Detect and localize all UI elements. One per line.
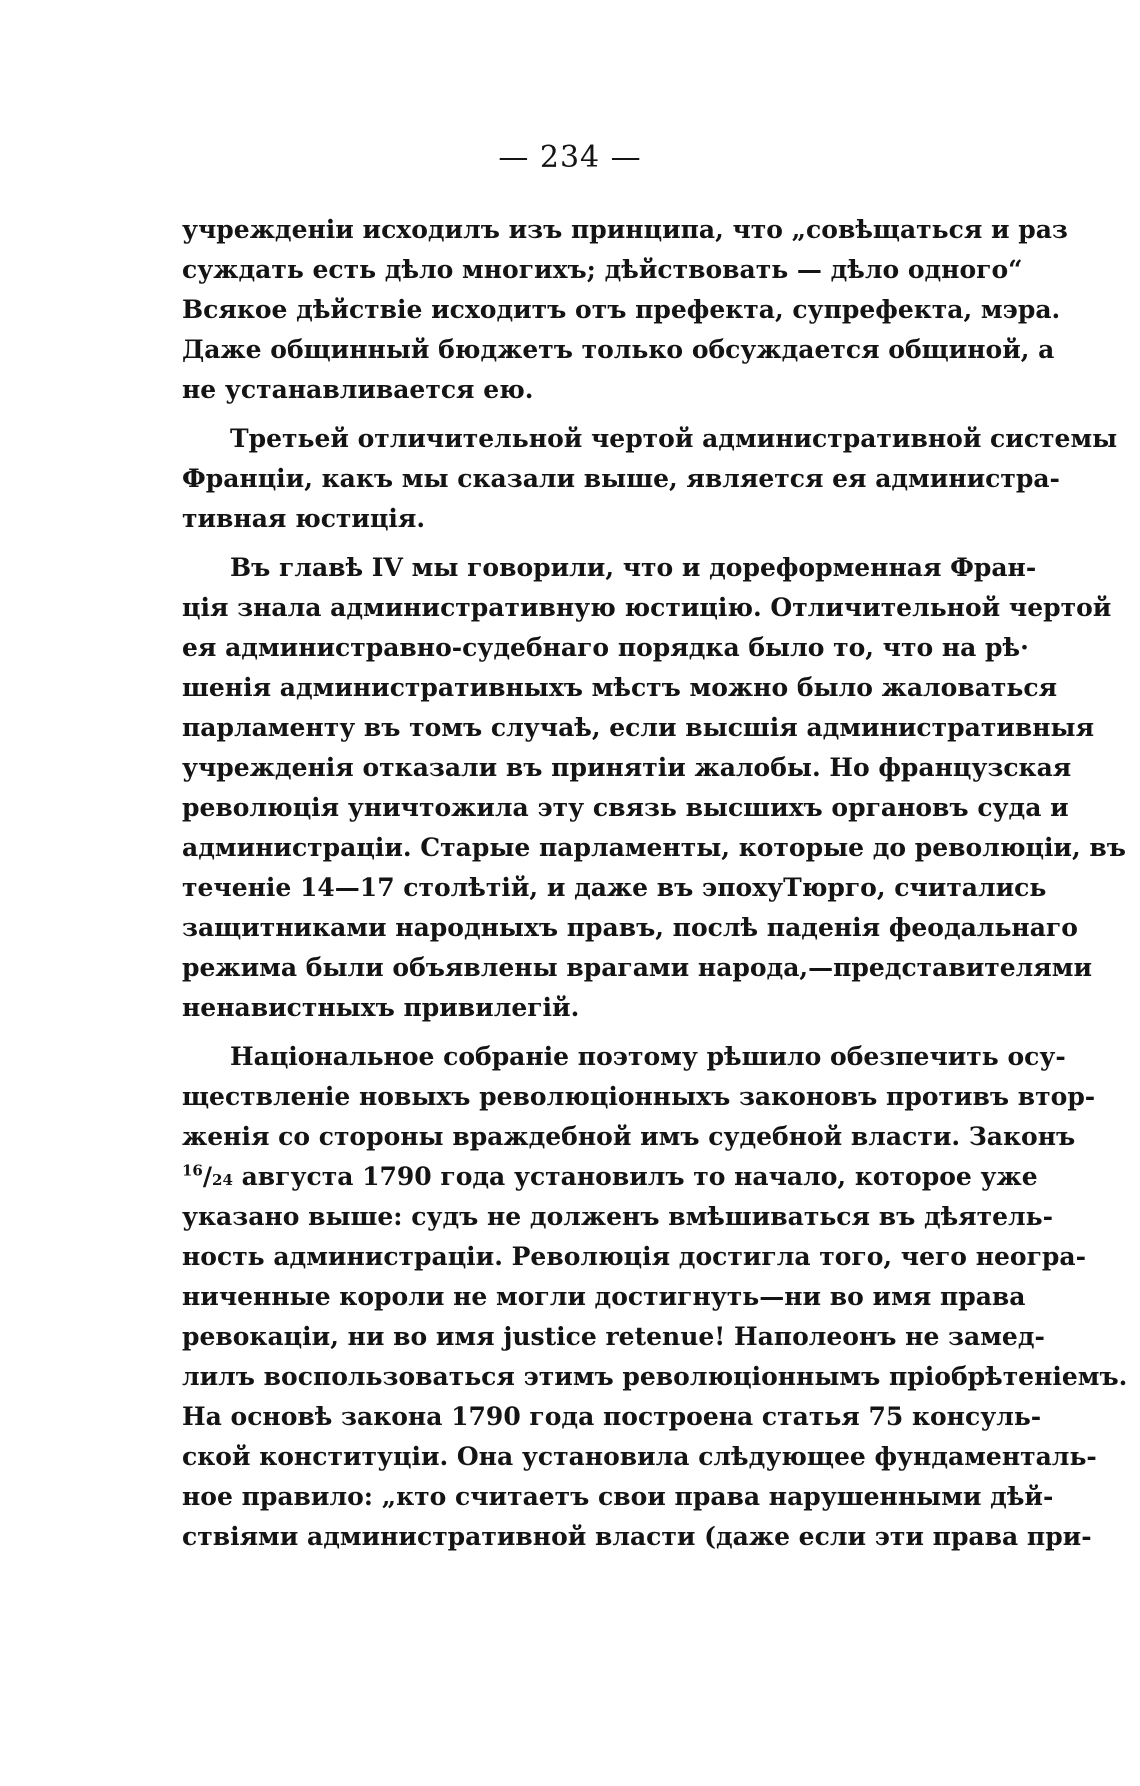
text-line: Третьей отличительной чертой административной системы bbox=[230, 424, 1118, 453]
text-line: ревокаціи, ни во имя justice retenue! Наполеонъ не замед- bbox=[182, 1322, 1045, 1351]
text-line: ненавистныхъ привилегій. bbox=[182, 993, 580, 1022]
text-line: ниченные короли не могли достигнуть—ни во имя права bbox=[182, 1282, 1026, 1311]
text-line: тивная юстиція. bbox=[182, 504, 426, 533]
paragraph bbox=[182, 548, 1126, 1028]
text-line-remainder: августа 1790 года установилъ то начало, которое уже bbox=[232, 1162, 1038, 1191]
text-line: ской конституціи. Она установила слѣдующее фундаменталь- bbox=[182, 1442, 1097, 1471]
body-text bbox=[182, 210, 1128, 1566]
date-fraction-numerator: 16 bbox=[182, 1161, 203, 1180]
text-line: Даже общинный бюджетъ только обсуждается общиной, а bbox=[182, 335, 1055, 364]
text-line: Всякое дѣйствіе исходитъ отъ префекта, супрефекта, мэра. bbox=[182, 295, 1061, 324]
text-line: ное правило: „кто считаетъ свои права нарушенными дѣй- bbox=[182, 1482, 1054, 1511]
paragraph bbox=[182, 1037, 1128, 1557]
date-fraction-denominator: 24 bbox=[212, 1171, 233, 1189]
text-line: На основѣ закона 1790 года построена статья 75 консуль- bbox=[182, 1402, 1042, 1431]
text-line: Въ главѣ IV мы говорили, что и дореформенная Фран- bbox=[230, 553, 1037, 582]
text-line: ществленіе новыхъ революціонныхъ законовъ противъ втор- bbox=[182, 1082, 1096, 1111]
text-line-with-fraction bbox=[182, 1157, 1038, 1197]
text-line: учрежденіи исходилъ изъ принципа, что „совѣщаться и раз bbox=[182, 215, 1068, 244]
text-line: женія со стороны враждебной имъ судебной власти. Законъ bbox=[182, 1122, 1076, 1151]
text-line: указано выше: судъ не долженъ вмѣшиваться въ дѣятель- bbox=[182, 1202, 1054, 1231]
text-line: ствіями административной власти (даже если эти права при- bbox=[182, 1522, 1092, 1551]
text-line: режима были объявлены врагами народа,—представителями bbox=[182, 953, 1093, 982]
text-line: Національное собраніе поэтому рѣшило обезпечить осу- bbox=[230, 1042, 1066, 1071]
text-line: администраціи. Старые парламенты, которые до революціи, въ bbox=[182, 833, 1126, 862]
date-fraction-slash: / bbox=[202, 1162, 213, 1191]
text-line: революція уничтожила эту связь высшихъ органовъ суда и bbox=[182, 793, 1069, 822]
text-line: лилъ воспользоваться этимъ революціоннымъ пріобрѣтеніемъ. bbox=[182, 1362, 1128, 1391]
text-line: Франціи, какъ мы сказали выше, является ея администра- bbox=[182, 464, 1060, 493]
text-line: ность администраціи. Революція достигла того, чего неогра- bbox=[182, 1242, 1086, 1271]
text-line: ея администравно-судебнаго порядка было то, что на рѣ· bbox=[182, 633, 1029, 662]
text-line: учрежденія отказали въ принятіи жалобы. Но французская bbox=[182, 753, 1072, 782]
text-line: защитниками народныхъ правъ, послѣ паденія феодальнаго bbox=[182, 913, 1078, 942]
text-line: ція знала административную юстицію. Отличительной чертой bbox=[182, 593, 1112, 622]
paragraph bbox=[182, 419, 1118, 539]
page-number: — 234 — bbox=[498, 140, 642, 175]
text-line: не устанавливается ею. bbox=[182, 375, 534, 404]
text-line: парламенту въ томъ случаѣ, если высшія административныя bbox=[182, 713, 1095, 742]
text-line: шенія административныхъ мѣстъ можно было жаловаться bbox=[182, 673, 1058, 702]
paragraph bbox=[182, 210, 1068, 410]
text-line: теченіе 14—17 столѣтій, и даже въ эпохуТюрго, считались bbox=[182, 873, 1047, 902]
text-line: суждать есть дѣло многихъ; дѣйствовать — дѣло одного“ bbox=[182, 255, 1023, 284]
